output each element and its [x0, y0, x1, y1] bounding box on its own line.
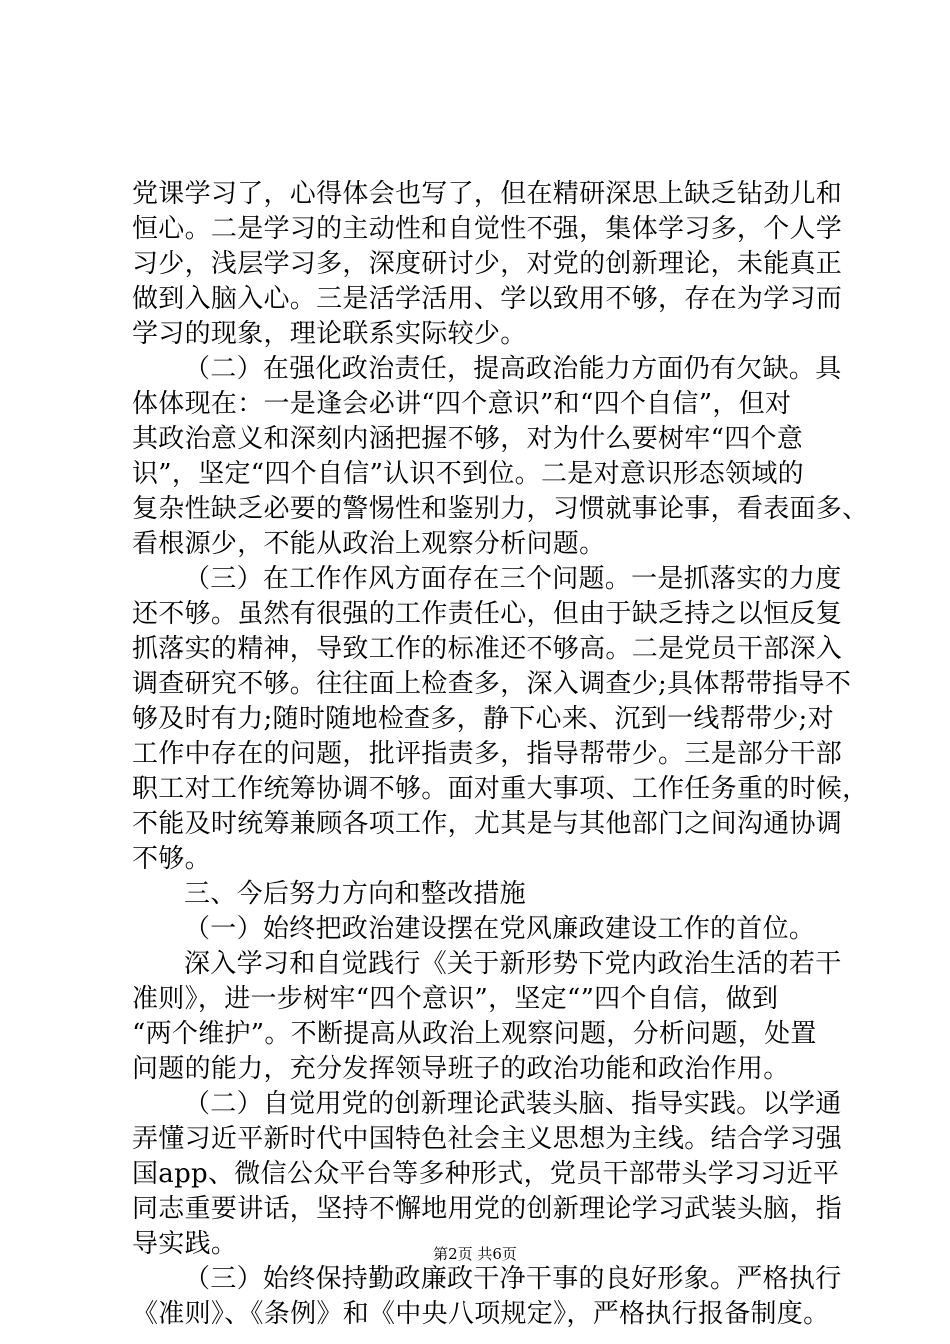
- text-line: 恒心。二是学习的主动性和自觉性不强，集体学习多，个人学: [132, 214, 843, 244]
- text-line: 《准则》、《条例》和《中央八项规定》，严格执行报备制度。: [132, 1299, 830, 1329]
- text-line: 其政治意义和深刻内涵把握不够，对为什么要树牢“四个意: [132, 424, 804, 454]
- text-line: 导实践。: [132, 1229, 238, 1259]
- text-line: 党课学习了，心得体会也写了，但在精研深思上缺乏钻劲儿和: [132, 179, 843, 209]
- text-line: 调查研究不够。往往面上检查多，深入调查少;具体帮带指导不: [132, 669, 852, 699]
- text-line: 问题的能力，充分发挥领导班子的政治功能和政治作用。: [132, 1054, 790, 1084]
- text-line: 做到入脑入心。三是活学活用、学以致用不够，存在为学习而: [132, 284, 843, 314]
- text-line: （二）自觉用党的创新理论武装头脑、指导实践。以学通: [184, 1089, 842, 1119]
- section-heading: 三、今后努力方向和整改措施: [184, 879, 526, 909]
- text-line: 够及时有力;随时随地检查多，静下心来、沉到一线帮带少;对: [132, 704, 834, 734]
- text-line: “两个维护”。不断提高从政治上观察问题，分析问题，处置: [132, 1019, 817, 1049]
- text-line: 体体现在：一是逢会必讲“四个意识”和“四个自信”，但对: [132, 389, 792, 419]
- text-line: 准则》，进一步树牢“四个意识”，坚定“”四个自信，做到: [132, 984, 779, 1014]
- text-line: 复杂性缺乏必要的警惕性和鉴别力，习惯就事论事，看表面多、: [132, 494, 869, 524]
- text-line: 看根源少，不能从政治上观察分析问题。: [132, 529, 606, 559]
- text-line: 识”，坚定“四个自信”认识不到位。二是对意识形态领域的: [132, 459, 804, 489]
- text-line: 抓落实的精神，导致工作的标准还不够高。二是党员干部深入: [132, 634, 843, 664]
- text-line: 深入学习和自觉践行《关于新形势下党内政治生活的若干: [184, 949, 842, 979]
- text-line: 工作中存在的问题，批评指责多，指导帮带少。三是部分干部: [132, 739, 843, 769]
- text-line: （三）在工作作风方面存在三个问题。一是抓落实的力度: [184, 564, 842, 594]
- text-line: 不能及时统筹兼顾各项工作，尤其是与其他部门之间沟通协调: [132, 809, 843, 839]
- text-line: 还不够。虽然有很强的工作责任心，但由于缺乏持之以恒反复: [132, 599, 843, 629]
- page-number-footer: 第2页 共6页: [433, 1245, 517, 1263]
- text-line: 不够。: [132, 844, 211, 874]
- text-line: 职工对工作统筹协调不够。面对重大事项、工作任务重的时候，: [132, 774, 869, 804]
- text-line: 同志重要讲话，坚持不懈地用党的创新理论学习武装头脑，指: [132, 1194, 843, 1224]
- text-line: 弄懂习近平新时代中国特色社会主义思想为主线。结合学习强: [132, 1124, 843, 1154]
- text-line: 国app、微信公众平台等多种形式，党员干部带头学习习近平: [132, 1159, 840, 1189]
- text-line: 习少，浅层学习多，深度研讨少，对党的创新理论，未能真正: [132, 249, 843, 279]
- text-line: 学习的现象，理论联系实际较少。: [132, 319, 527, 349]
- text-line: （三）始终保持勤政廉政干净干事的良好形象。严格执行: [184, 1264, 842, 1294]
- text-line: （二）在强化政治责任，提高政治能力方面仍有欠缺。具: [184, 354, 842, 384]
- text-line: （一）始终把政治建设摆在党风廉政建设工作的首位。: [184, 914, 816, 944]
